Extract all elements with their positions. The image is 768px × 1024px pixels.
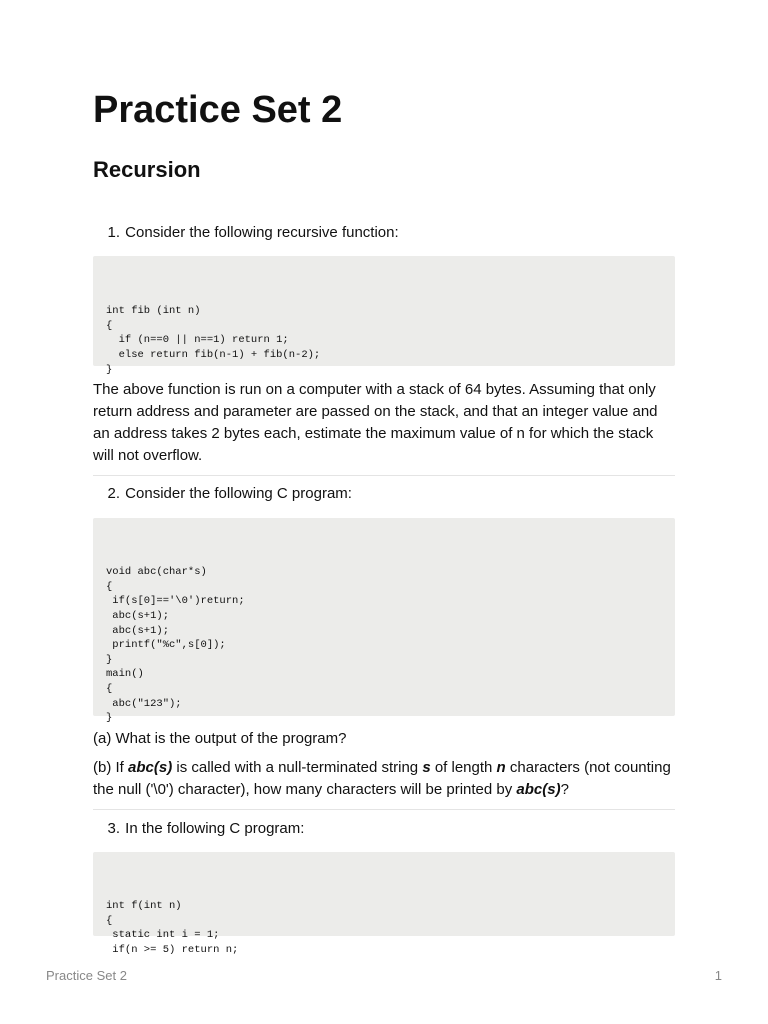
question-text: In the following C program: [125,820,305,837]
text-run: ? [560,781,569,798]
code-block-1 [93,256,675,376]
text-run: (b) If [93,759,129,776]
question-3 [93,818,304,840]
function-name: abc(s) [128,759,173,776]
code-block-2 [93,518,675,725]
question-1 [93,222,399,244]
text-run: is called with a null-terminated string [172,759,423,776]
page-title: Practice Set 2 [93,89,343,131]
variable-name: s [422,759,431,776]
code-text: int fib (int n) { if (n==0 || n==1) return 1; else return fib(n-1) + fib(n-2); } [106,305,321,376]
variable-name: n [496,759,506,776]
text-run: characters (not counting the null ('\0') character), how many characters will be printed by [93,759,671,798]
page-number: 1 [714,968,722,983]
question-text: Consider the following recursive function: [125,224,399,241]
question-text: Consider the following C program: [125,485,352,502]
code-text: int f(int n) { static int i = 1; if(n >= 5) return n; [106,900,239,956]
question-1-description: The above function is run on a computer with a stack of 64 bytes. Assuming that only return address and parameter are passed on the stack, and that an integer value and an address takes 2 bytes each, estimate the maximum value of n for which the stack will not overflow. [93,381,658,464]
footer-title: Practice Set 2 [46,968,127,983]
question-number: 1. [107,224,120,241]
code-block-3 [93,852,675,956]
code-text: void abc(char*s) { if(s[0]=='\0')return; abc(s+1); abc(s+1); printf("%c",s[0]); } main() { abc("123"); } [106,566,245,725]
question-2-part-b [93,757,675,801]
divider [93,475,675,476]
function-name: abc(s) [516,781,561,798]
question-number: 2. [107,485,120,502]
question-2 [93,483,352,505]
divider [93,809,675,810]
question-number: 3. [107,820,120,837]
question-2-part-a: (a) What is the output of the program? [93,730,347,747]
text-run: of length [430,759,497,776]
section-heading: Recursion [93,157,201,182]
